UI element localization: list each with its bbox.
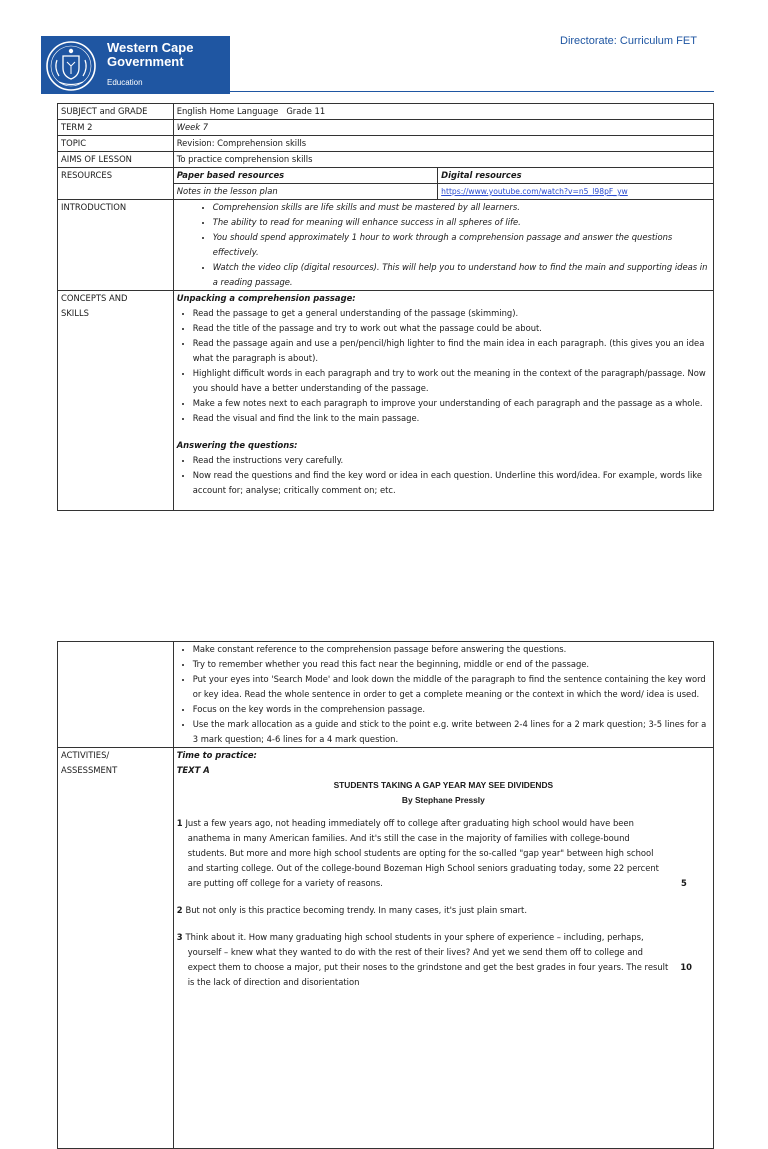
table-row bbox=[58, 168, 714, 184]
list-item: • Comprehension skills are life skills and must be mastered by all learners. bbox=[213, 200, 710, 215]
lesson-plan-table-continued bbox=[57, 641, 714, 1149]
wcg-logo bbox=[41, 36, 230, 94]
activities-label-line-1: ACTIVITIES/ bbox=[61, 750, 110, 760]
paragraph-text: Just a few years ago, not heading immediately off to college after graduating high school would have been anathema in many American families. And it's still the case in the majority of families with college-bound students. But more and more high school students are opting for the so-called "gap year" between high school and starting college. Out of the college-bound Bozeman High School seniors graduating today, some 22 percent are putting off college for a variety of reasons. bbox=[185, 818, 659, 888]
topic-label: TOPIC bbox=[58, 136, 174, 152]
list-item: • Now read the questions and find the key word or idea in each question. Underline this word/idea. For example, words like account for; analyse; critically comment on; etc. bbox=[193, 468, 710, 498]
paper-resources-header: Paper based resources bbox=[173, 168, 437, 184]
lesson-plan-table bbox=[57, 103, 714, 511]
list-item: • Use the mark allocation as a guide and stick to the point e.g. write between 2-4 lines for a 2 mark question; 3-5 lines for a 3 mark question; 4-6 lines for a 4 mark question. bbox=[193, 717, 710, 747]
table-row bbox=[58, 104, 714, 120]
answering-heading: Answering the questions: bbox=[176, 440, 298, 450]
concepts-label-line-2: SKILLS bbox=[61, 308, 89, 318]
list-item: • Make constant reference to the comprehension passage before answering the questions. bbox=[193, 642, 710, 657]
list-item: • Read the instructions very carefully. bbox=[193, 453, 710, 468]
list-item: • Read the title of the passage and try to work out what the passage could be about. bbox=[193, 321, 710, 336]
concepts-label-line-1: CONCEPTS AND bbox=[61, 293, 128, 303]
logo-line-2: Government bbox=[107, 54, 184, 69]
article-title: STUDENTS TAKING A GAP YEAR MAY SEE DIVIDENDS bbox=[333, 780, 554, 790]
aims-label: AIMS OF LESSON bbox=[58, 152, 174, 168]
list-item: • The ability to read for meaning will enhance success in all spheres of life. bbox=[213, 215, 710, 230]
activities-label-line-2: ASSESSMENT bbox=[61, 765, 118, 775]
table-row bbox=[58, 120, 714, 136]
list-item: • Make a few notes next to each paragraph to improve your understanding of each paragraph and the passage as a whole. bbox=[193, 396, 710, 411]
paragraph-number: 3 bbox=[176, 932, 186, 942]
logo-title bbox=[107, 41, 193, 69]
term-label: TERM 2 bbox=[58, 120, 174, 136]
paragraph-text: Think about it. How many graduating high school students in your sphere of experience – including, perhaps, yourself – knew what they wanted to do with the rest of their lives? And yet we send them off to college and expect them to choose a major, put their noses to the grindstone and get the best grades in four years. The result is the lack of direction and disorientation bbox=[185, 932, 669, 987]
term-value: Week 7 bbox=[173, 120, 713, 136]
digital-resources-cell bbox=[438, 184, 714, 200]
article-paragraph: 1 Just a few years ago, not heading immediately off to college after graduating high school would have been anathema in many American families. And it's still the case in the majority of families with college-bound students. But more and more high school students are opting for the so-called "gap year" between high school and starting college. Out of the college-bound Bozeman High School seniors graduating today, some 22 percent are putting off college for a variety of reasons. 5 bbox=[176, 818, 687, 888]
table-row bbox=[58, 642, 714, 748]
list-item: • Read the visual and find the link to the main passage. bbox=[193, 411, 710, 426]
subject-value: English Home Language Grade 11 bbox=[173, 104, 713, 120]
table-row bbox=[58, 200, 714, 291]
list-item: • Read the passage to get a general understanding of the passage (skimming). bbox=[193, 306, 710, 321]
coat-of-arms-icon bbox=[45, 40, 97, 92]
list-item: • Highlight difficult words in each paragraph and try to work out the meaning in the context of the paragraph/passage. Now you should have a better understanding of the passage. bbox=[193, 366, 710, 396]
table-row bbox=[58, 152, 714, 168]
activities-cell bbox=[173, 748, 713, 1149]
youtube-link[interactable]: https://www.youtube.com/watch?v=n5_l98pF_yw bbox=[441, 187, 628, 196]
introduction-cell bbox=[173, 200, 713, 291]
empty-label-cell bbox=[58, 642, 174, 748]
directorate-label: Directorate: Curriculum FET bbox=[560, 35, 697, 47]
introduction-label: INTRODUCTION bbox=[58, 200, 174, 291]
continued-tips-cell bbox=[173, 642, 713, 748]
unpacking-heading: Unpacking a comprehension passage: bbox=[176, 293, 356, 303]
line-marker: 10 bbox=[680, 962, 692, 972]
text-label: TEXT A bbox=[176, 765, 210, 775]
paragraph-number: 2 bbox=[176, 905, 186, 915]
topic-value: Revision: Comprehension skills bbox=[173, 136, 713, 152]
paper-resources-value: Notes in the lesson plan bbox=[173, 184, 437, 200]
concepts-cell bbox=[173, 291, 713, 511]
list-item: • You should spend approximately 1 hour to work through a comprehension passage and answer the questions effectively. bbox=[213, 230, 710, 260]
header-divider bbox=[230, 91, 714, 92]
list-item: • Focus on the key words in the comprehension passage. bbox=[193, 702, 710, 717]
article-author: By Stephane Pressly bbox=[401, 795, 485, 805]
list-item: • Read the passage again and use a pen/pencil/high lighter to find the main idea in each paragraph. (this gives you an idea what the paragraph is about). bbox=[193, 336, 710, 366]
paragraph-text: But not only is this practice becoming trendy. In many cases, it's just plain smart. bbox=[185, 905, 527, 915]
list-item: • Watch the video clip (digital resources). This will help you to understand how to find the main and supporting ideas in a reading passage. bbox=[213, 260, 710, 290]
concepts-label bbox=[58, 291, 174, 511]
resources-label: RESOURCES bbox=[58, 168, 174, 200]
practice-heading: Time to practice: bbox=[176, 750, 257, 760]
aims-value: To practice comprehension skills bbox=[173, 152, 713, 168]
digital-resources-header: Digital resources bbox=[438, 168, 714, 184]
list-item: • Try to remember whether you read this fact near the beginning, middle or end of the passage. bbox=[193, 657, 710, 672]
article-paragraph bbox=[177, 903, 710, 918]
table-row bbox=[58, 291, 714, 511]
subject-label: SUBJECT and GRADE bbox=[58, 104, 174, 120]
activities-label bbox=[58, 748, 174, 1149]
list-item: • Put your eyes into 'Search Mode' and look down the middle of the paragraph to find the sentence containing the key word or key idea. Read the whole sentence in order to get a complete meaning or the context in which the word/ idea is used. bbox=[193, 672, 710, 702]
logo-line-1: Western Cape bbox=[107, 40, 194, 55]
paragraph-number: 1 bbox=[176, 818, 186, 828]
logo-subtitle: Education bbox=[107, 78, 143, 87]
table-row bbox=[58, 136, 714, 152]
table-row bbox=[58, 748, 714, 1149]
article-paragraph bbox=[177, 930, 710, 990]
